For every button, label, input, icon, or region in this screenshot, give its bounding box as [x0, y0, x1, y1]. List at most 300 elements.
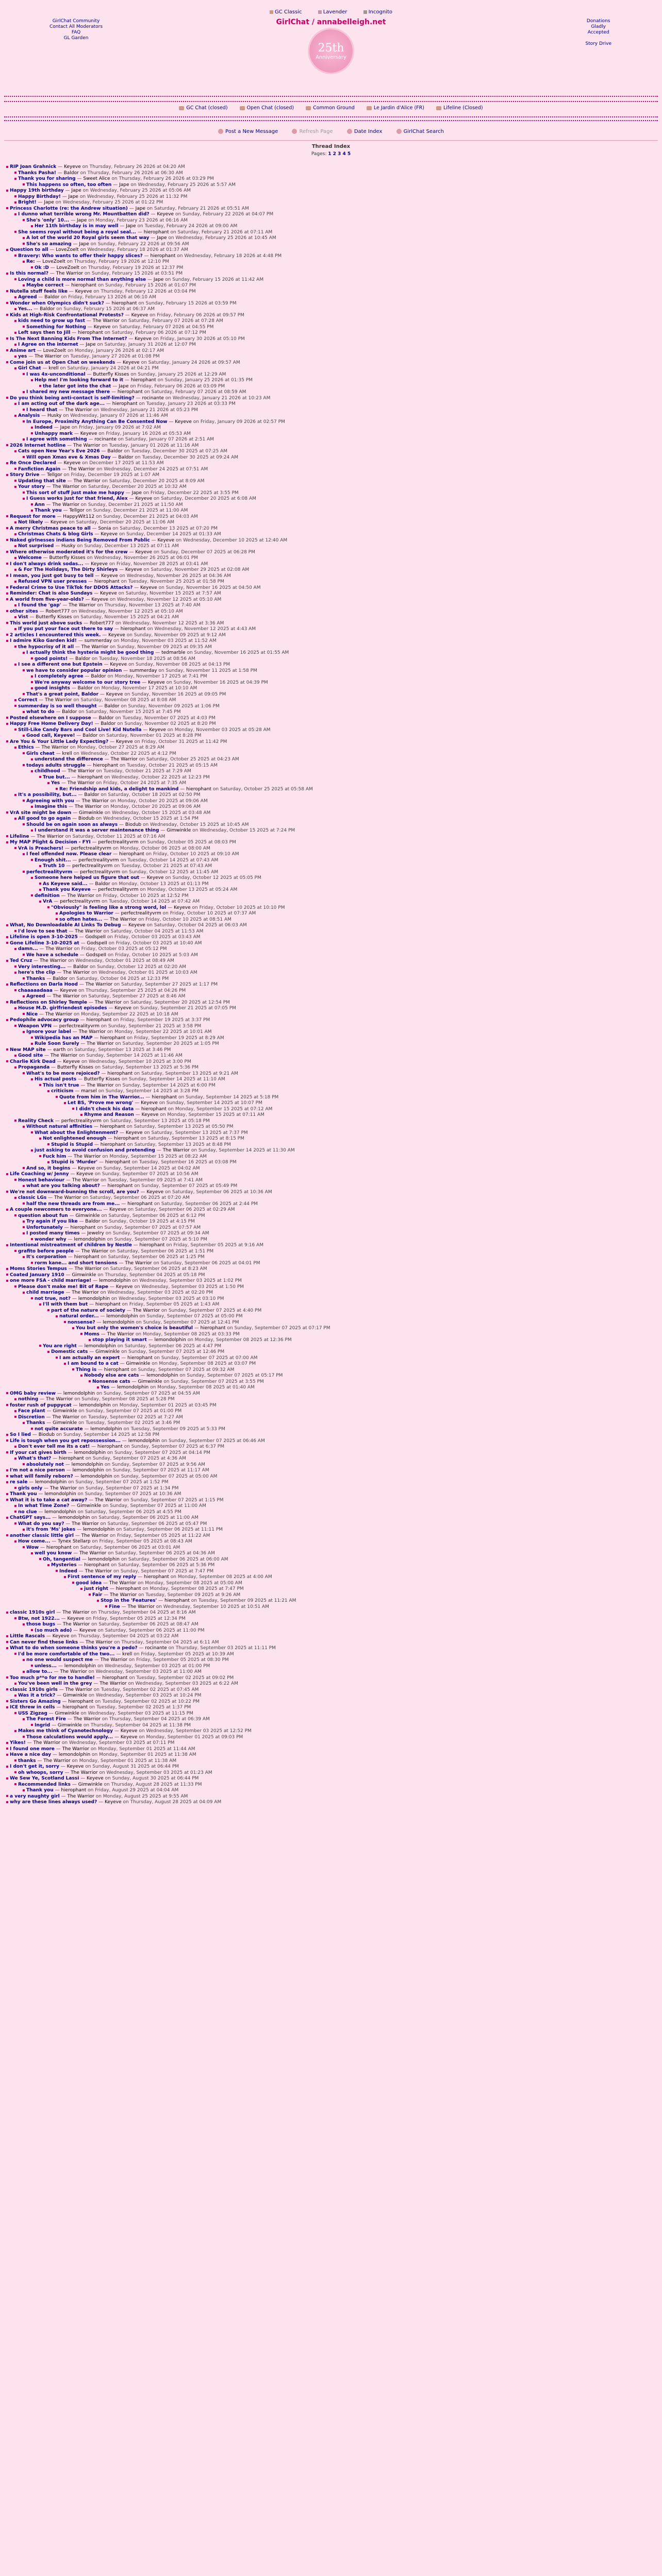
post-title-link[interactable]: here's the clip [18, 970, 56, 975]
post-title-link[interactable]: Fanfiction Again [18, 466, 61, 472]
post-title-link[interactable]: I dunno what terrible wrong Mr. Mountbatten did? [18, 212, 150, 217]
post-title-link[interactable]: What it is to take a cat away? [10, 1497, 88, 1503]
nav-date-index[interactable]: Date Index [347, 129, 383, 134]
post-title-link[interactable]: classic 1910s girl [10, 1610, 55, 1615]
post-title-link[interactable]: not quite accurate [35, 1426, 83, 1432]
chat-room-gc[interactable]: GC Chat (closed) [179, 105, 227, 111]
post-title-link[interactable]: the hypocrisy of it all [18, 644, 74, 650]
post-title-link[interactable]: Her 11th birthday is in may well [35, 224, 119, 229]
post-title-link[interactable]: Enough shit... [35, 857, 71, 863]
post-title-link[interactable]: wonder why [35, 1236, 67, 1242]
post-title-link[interactable]: Loving a child is more normal than anything else [18, 277, 146, 282]
post-title-link[interactable]: Nobody else are cats [84, 1373, 139, 1378]
theme-incognito[interactable]: Incognito [363, 9, 392, 15]
post-title-link[interactable]: Nutella stuff feels like [10, 289, 68, 294]
post-title-link[interactable]: What's to be more rejoiced? [26, 1071, 100, 1076]
post-title-link[interactable]: Thanks [26, 976, 45, 981]
post-title-link[interactable]: Good call, Keyeve! [26, 733, 75, 738]
post-title-link[interactable]: We're anyway welcome to our story tree [35, 680, 141, 685]
post-title-link[interactable]: allow to... [26, 1669, 53, 1674]
post-title-link[interactable]: Too much p**o for me to handle! [10, 1675, 95, 1681]
post-title-link[interactable]: I'd be more comfortable of the two... [18, 1651, 115, 1657]
post-title-link[interactable]: And so, it begins [26, 1165, 71, 1171]
post-title-link[interactable]: I understand it was a server maintenance thing [35, 828, 159, 833]
post-title-link[interactable]: why are these lines always used? [10, 1800, 97, 1805]
post-title-link[interactable]: Yes... [18, 307, 32, 312]
post-title-link[interactable]: Ingrid [35, 1722, 51, 1728]
post-title-link[interactable]: I completely agree [35, 674, 84, 679]
post-title-link[interactable]: I was 4x-unconditional [26, 371, 86, 377]
post-title-link[interactable]: Stupid is 'Murder' [51, 1160, 98, 1165]
post-title-link[interactable]: Ignore your label [26, 1029, 71, 1035]
story-drive-link[interactable]: Story Drive [585, 41, 611, 46]
post-title-link[interactable]: Unfortunately [26, 1225, 63, 1230]
post-title-link[interactable]: I admire Kiko Garden kid! [10, 638, 77, 643]
post-title-link[interactable]: Happy Free Home Delivery Day! [10, 721, 93, 726]
post-title-link[interactable]: What do you say? [18, 1521, 64, 1527]
post-title-link[interactable]: Your story [18, 484, 45, 489]
post-title-link[interactable]: I see a different one but Epstein [18, 662, 103, 667]
post-title-link[interactable]: I posted many times [26, 1231, 80, 1236]
post-title-link[interactable]: no clue [18, 1509, 37, 1515]
post-title-link[interactable]: Discretion [18, 1414, 45, 1420]
post-title-link[interactable]: foster rush of puppycat [10, 1402, 72, 1408]
post-title-link[interactable]: Someone here helped us figure that out [35, 875, 140, 880]
post-title-link[interactable]: just right [84, 1586, 108, 1591]
post-title-link[interactable]: yes [18, 354, 27, 359]
post-title-link[interactable]: Honest behaviour [18, 1177, 65, 1183]
post-title-link[interactable]: Fuck him [43, 1154, 67, 1159]
post-title-link[interactable]: Not enlightened enough [43, 1136, 107, 1141]
post-title-link[interactable]: classic 1910s girls [10, 1687, 58, 1692]
post-title-link[interactable]: Quote from him in The Warrior... [59, 1094, 144, 1100]
post-title-link[interactable]: Nonsense cats [92, 1379, 130, 1384]
post-title-link[interactable]: Indeed [35, 425, 53, 430]
post-title-link[interactable]: Not likely [18, 520, 43, 525]
post-title-link[interactable]: I heard that [26, 407, 58, 413]
post-title-link[interactable]: Very interesting... [18, 964, 66, 970]
page-links[interactable]: 1 2 3 4 5 [328, 151, 351, 157]
post-title-link[interactable]: Girl Chat [18, 366, 41, 371]
post-title-link[interactable]: Bravery: Who wants to offer their happy slices? [18, 253, 143, 259]
post-title-link[interactable]: A lot of the world 20 Royal girls seem that way [26, 235, 150, 241]
post-title-link[interactable]: Re: Friendship and kids, a delight to mankind [59, 786, 179, 792]
post-title-link[interactable]: How come... [18, 1539, 51, 1544]
post-title-link[interactable]: What to do when someone thinks you're a pedo? [10, 1646, 138, 1651]
post-title-link[interactable]: one more FSA - child marriage! [10, 1278, 92, 1283]
post-title-link[interactable]: Pedophile advocacy group [10, 1018, 79, 1023]
post-title-link[interactable]: definition [35, 893, 60, 899]
post-title-link[interactable]: Still-Like Candy Bars and Cool Live! Kid Nutella [18, 727, 142, 733]
post-title-link[interactable]: Recommended links [18, 1782, 71, 1787]
post-title-link[interactable]: I actually think the hysteria might be good thing [26, 650, 154, 655]
post-title-link[interactable]: My MAP Plight & Decision - FYI [10, 840, 91, 845]
post-title-link[interactable]: Propaganda [18, 1065, 50, 1070]
post-title-link[interactable]: If you put your face out there to say [18, 626, 113, 632]
post-title-link[interactable]: Re: [26, 259, 35, 264]
post-title-link[interactable]: I'm not a nice person [10, 1468, 65, 1473]
post-title-link[interactable]: Reflections on Darla Hood [10, 982, 78, 987]
post-title-link[interactable]: another classic little girl [10, 1533, 74, 1538]
post-title-link[interactable]: Rhyme and Reason [84, 1112, 134, 1117]
post-title-link[interactable]: I'd love to see that [18, 928, 68, 934]
post-title-link[interactable]: Ok :D [35, 265, 49, 270]
post-title-link[interactable]: Unhappy mark [35, 431, 73, 436]
post-title-link[interactable]: Reminder: Chat is also Sundays [10, 591, 93, 596]
post-title-link[interactable]: That's a great point, Baldor [26, 691, 98, 697]
community-link[interactable]: GirlChat Community [52, 19, 100, 24]
post-title-link[interactable]: Naked girlnesses indians Being Removed From Public [10, 537, 150, 543]
post-title-link[interactable]: RIP Joan Grahnick [10, 164, 57, 170]
post-title-link[interactable]: I am actually an expert [59, 1355, 120, 1361]
post-title-link[interactable]: So I lied [10, 1432, 31, 1437]
post-title-link[interactable]: Correct [18, 698, 38, 703]
nav-post-new[interactable]: Post a New Message [218, 129, 278, 134]
post-title-link[interactable]: child marriage [26, 1290, 64, 1295]
post-title-link[interactable]: I am acting out of the dark age... [18, 401, 105, 406]
post-title-link[interactable]: Kids at High-Risk Confrontational Protests? [10, 312, 124, 318]
post-title-link[interactable]: Thank you [10, 1492, 37, 1497]
post-title-link[interactable]: The Forest Fire [26, 1717, 66, 1722]
chat-room-lifeline[interactable]: Lifeline (Closed) [436, 105, 483, 111]
post-title-link[interactable]: Wow [26, 1545, 39, 1550]
post-title-link[interactable]: In Europe, Proximity Anything Can Be Consented Now [26, 419, 168, 425]
post-title-link[interactable]: Truth 10 [43, 863, 65, 869]
theme-classic[interactable]: GC Classic [270, 9, 302, 15]
post-title-link[interactable]: Thank you [26, 1788, 54, 1793]
post-title-link[interactable]: Don't ever tell me its a cat! [18, 1444, 90, 1449]
post-title-link[interactable]: Makes me think of Cyanotechnology [18, 1728, 113, 1734]
post-title-link[interactable]: I don't always drink sodas... [10, 561, 84, 567]
post-title-link[interactable]: Agreed [26, 994, 45, 999]
post-title-link[interactable]: VrA site might be down [10, 810, 72, 816]
post-title-link[interactable]: Lifeline [10, 834, 29, 839]
post-title-link[interactable]: This world just above sucks [10, 620, 82, 626]
post-title-link[interactable]: Mysteries [51, 1563, 77, 1568]
post-title-link[interactable]: Princess Charlotte (re: the Andrew situation) [10, 206, 128, 211]
post-title-link[interactable]: Without natural affinities [26, 1124, 93, 1129]
post-title-link[interactable]: Weapon VPN [18, 1023, 52, 1029]
post-title-link[interactable]: It's a possibility, but... [18, 792, 77, 798]
nav-refresh[interactable]: Refresh Page [292, 129, 333, 134]
post-title-link[interactable]: Lifeline is open 3-10-2025 [10, 935, 78, 940]
post-title-link[interactable]: Is this normal? [10, 271, 48, 276]
post-title-link[interactable]: I agree with something [26, 437, 87, 442]
post-title-link[interactable]: unless... [35, 1663, 57, 1669]
post-title-link[interactable]: good insights [35, 686, 70, 691]
post-title-link[interactable]: Ted Cruz [10, 958, 32, 963]
post-title-link[interactable]: "Obviously" is feeling like a strong word, lol [51, 905, 167, 910]
post-title-link[interactable]: Yes [51, 781, 60, 786]
post-title-link[interactable]: (so much ado) [35, 1628, 72, 1633]
post-title-link[interactable]: Ann [35, 502, 45, 507]
post-title-link[interactable]: good points! [35, 656, 68, 662]
post-title-link[interactable]: Thank you Keyeve [43, 887, 91, 892]
post-title-link[interactable]: Life is tough when you get repossession... [10, 1438, 121, 1444]
post-title-link[interactable]: girls only [18, 1485, 43, 1491]
post-title-link[interactable]: so often hates... [59, 917, 103, 922]
post-title-link[interactable]: Agreed [18, 295, 37, 300]
post-title-link[interactable]: Are You & Your Little Lady Expecting? [10, 739, 109, 744]
post-title-link[interactable]: I shared my new message there [26, 389, 110, 395]
post-title-link[interactable]: Sisters Go Amazing [10, 1699, 61, 1704]
donations-link[interactable]: Donations [586, 19, 610, 24]
post-title-link[interactable]: I didn't check his data [76, 1106, 134, 1112]
post-title-link[interactable]: Question to all [10, 247, 48, 252]
post-title-link[interactable]: She's so amazing [26, 241, 72, 247]
bullet-icon [6, 1635, 8, 1637]
post-title-link[interactable]: the later got into the chat [43, 383, 111, 389]
post-title-link[interactable]: Good site [18, 1053, 43, 1058]
post-title-link[interactable]: Something for Nothing [26, 324, 86, 330]
post-title-link[interactable]: This isn't true [43, 1082, 79, 1088]
post-title-link[interactable]: Cats open New Year's Eve 2026 [18, 449, 100, 454]
post-title-link[interactable]: If your cat gives birth [10, 1450, 67, 1455]
post-title-link[interactable]: Left says then to Jill [18, 330, 71, 335]
post-title-link[interactable]: What's that? [18, 1456, 52, 1461]
post-title-link[interactable]: childhood [35, 769, 60, 774]
post-title-link[interactable]: ICE threw in cells [10, 1705, 55, 1710]
post-title-link[interactable]: it's from 'Ms' jokes [26, 1527, 76, 1532]
faq-link[interactable]: FAQ [71, 30, 81, 35]
post-title-link[interactable]: Can never find these links [10, 1639, 78, 1645]
post-title-link[interactable]: His actual posts [35, 1077, 77, 1082]
post-title-link[interactable]: A merry Christmas peace to all [10, 526, 91, 531]
post-title-link[interactable]: Apologies to Warrior [59, 911, 113, 916]
post-title-link[interactable]: 2026 Internet hotline [10, 443, 66, 448]
post-title-link[interactable]: Ethics [18, 745, 34, 750]
post-title-link[interactable]: Analysis [18, 413, 40, 418]
post-title-link[interactable]: Moms [84, 1331, 100, 1337]
post-title-link[interactable]: I don't get it, sorry [10, 1764, 59, 1769]
post-title-link[interactable]: damn... [18, 946, 38, 952]
post-title-link[interactable]: Federal Crime to Use TikTok for DDOS Attacks? [10, 585, 133, 590]
post-title-link[interactable]: VrA is Preachers! [18, 845, 64, 851]
post-title-link[interactable]: thanks [18, 1758, 36, 1764]
post-title-link[interactable]: Updating that site [18, 478, 66, 484]
donations-link-2[interactable]: Gladly [591, 24, 606, 29]
post-title-link[interactable]: Come join us at Open Chat on weekends [10, 360, 115, 365]
post-title-link[interactable]: Maybe correct [26, 283, 64, 288]
contact-moderators-link[interactable]: Contact All Moderators [49, 24, 103, 29]
post-title-link[interactable]: VrA [43, 899, 53, 904]
post-title-link[interactable]: Have a nice day [10, 1752, 52, 1757]
post-title-link[interactable]: Little Rascals [10, 1634, 45, 1639]
post-title-link[interactable]: Bright! [18, 200, 37, 205]
post-title-link[interactable]: A couple newcomers to everyone... [10, 1207, 102, 1212]
post-title-link[interactable]: Stupid is Stupid [51, 1142, 93, 1147]
post-title-link[interactable]: You are right [43, 1343, 77, 1349]
post-title-link[interactable]: what to do [26, 709, 55, 715]
post-title-link[interactable]: Indeed [59, 1568, 77, 1574]
post-title-link[interactable]: no one would suspect me [26, 1657, 93, 1663]
post-title-link[interactable]: Domestic cats [51, 1349, 88, 1354]
post-title-link[interactable]: Refused VPN user presses [18, 579, 87, 584]
post-title-link[interactable]: what will family reborn? [10, 1473, 73, 1479]
post-title-link[interactable]: kids need to grow up fast [18, 318, 85, 324]
post-title-link[interactable]: House M.D. girlfriendest episodes [18, 1006, 107, 1011]
post-title-link[interactable]: Do you think being anti-contact is self-limiting? [10, 395, 135, 401]
post-title-link[interactable]: In what Time Zone? [18, 1503, 70, 1509]
post-title-link[interactable]: what are you talking about? [26, 1183, 100, 1189]
post-title-link[interactable]: Reality Check [18, 1118, 54, 1124]
post-title-link[interactable]: True but... [43, 774, 70, 780]
post-title-link[interactable]: we have to consider popular opinion [26, 668, 122, 673]
post-title-link[interactable]: Oh, tangential [43, 1556, 80, 1562]
post-title-link[interactable]: Should be on again soon as always [26, 822, 118, 827]
post-title-link[interactable]: This happens so often, too often [26, 182, 112, 188]
post-title-link[interactable]: We have a schedule [26, 952, 78, 958]
post-title-link[interactable]: Welcome [18, 555, 42, 561]
post-title-link[interactable]: You but only the women's choice is beautiful [76, 1326, 193, 1331]
post-title-link[interactable]: Reflections on Shirley Temple [10, 999, 87, 1005]
post-title-link[interactable]: natural order... [59, 1314, 99, 1319]
post-title-link[interactable]: rorm kane... and short tensions [35, 1260, 118, 1266]
post-title-link[interactable]: What about the Enlightenment? [35, 1130, 119, 1136]
chat-room-open[interactable]: Open Chat (closed) [240, 105, 294, 111]
post-title-link[interactable]: Charlie Kirk Dead [10, 1059, 56, 1064]
post-title-link[interactable]: Stop in the 'Features' [101, 1598, 157, 1603]
post-title-link[interactable]: She's 'only' 10... [26, 217, 70, 223]
post-title-link[interactable]: Moms Stories Tempus [10, 1266, 67, 1272]
post-title-link[interactable]: OMG baby review [10, 1391, 56, 1396]
post-title-link[interactable]: Not surprised [18, 544, 54, 549]
post-title-link[interactable]: chaaaaadaaa [18, 988, 53, 993]
post-title-link[interactable]: We're not downward-bunning the scroll, are you? [10, 1189, 139, 1195]
post-title-link[interactable]: Fine [109, 1604, 120, 1609]
post-title-link[interactable]: I Agree on the internet [18, 342, 78, 347]
gl-garden-link[interactable]: GL Garden [63, 36, 89, 41]
post-title-link[interactable]: We Sew Ye, Scotland Lassi [10, 1776, 79, 1781]
post-title-link[interactable]: Agreeing with you [26, 798, 74, 804]
post-title-link[interactable]: As Keyeve said... [43, 881, 88, 887]
post-title-link[interactable]: Btw, not 1922... [18, 1616, 60, 1621]
post-title-link[interactable]: I'll with them but [43, 1302, 88, 1307]
post-title-link[interactable]: other sites [10, 608, 38, 614]
chat-room-jardin[interactable]: Le Jardin d'Alice (FR) [367, 105, 424, 111]
post-title-link[interactable]: just asking to avoid confusion and pretending [35, 1148, 155, 1153]
post-title-link[interactable]: a very naughty girl [10, 1793, 60, 1799]
post-title-link[interactable]: Will open Xmas eve & Xmas Day [26, 454, 111, 460]
post-title-link[interactable]: Thank you for sharing [18, 176, 76, 181]
post-title-link[interactable]: I mean, you just got busy to tell [10, 573, 94, 579]
post-title-link[interactable]: re sale [10, 1480, 28, 1485]
post-title-link[interactable]: Nice [26, 1011, 38, 1017]
post-title-link[interactable]: Coated January 1910 [10, 1272, 64, 1278]
post-title-link[interactable]: Request for more [10, 514, 56, 519]
post-title-link[interactable]: Yes [101, 1385, 110, 1390]
post-title-link[interactable]: Anime art [10, 348, 36, 353]
post-title-link[interactable]: understand the difference [35, 757, 103, 762]
theme-lavender[interactable]: Lavender [318, 9, 347, 15]
post-title-link[interactable]: Wikipedia has an MAP [35, 1035, 93, 1041]
post-title-link[interactable]: It's corporation [26, 1255, 67, 1260]
post-title-link[interactable]: Happy 19th birthday [10, 188, 64, 193]
post-title-link[interactable]: Thing is [76, 1367, 97, 1372]
post-title-link[interactable]: I found one more [10, 1746, 55, 1752]
post-title-link[interactable]: good idea [76, 1580, 102, 1586]
chat-room-common[interactable]: Common Ground [306, 105, 355, 111]
post-title-link[interactable]: Posted elsewhere on I suppose [10, 715, 91, 721]
post-title-link[interactable]: 2 articles I encountered this week. [10, 632, 101, 638]
post-title-link[interactable]: New MAP site [10, 1047, 46, 1053]
post-title-link[interactable]: nonsense? [68, 1319, 95, 1325]
post-title-link[interactable]: Was it a trick? [18, 1693, 56, 1698]
post-title-link[interactable]: Happy Birthday! [18, 194, 61, 199]
post-title-link[interactable]: Gone Lifeline 3-10-2025 at [10, 940, 79, 946]
post-title-link[interactable]: ChatGPT says... [10, 1515, 51, 1520]
donations-link-3[interactable]: Accepted [587, 30, 609, 35]
post-title-link[interactable]: not true, not? [35, 1296, 71, 1301]
post-title-link[interactable]: This sort of stuff just make me happy [26, 490, 124, 496]
post-title-link[interactable]: stop playing it smart [92, 1337, 147, 1343]
post-title-link[interactable]: & For The Holidays, The Dirty Shirleys [18, 567, 118, 572]
post-title-link[interactable]: Help me! I'm looking forward to it [35, 378, 124, 383]
post-title-link[interactable]: Wonder when Olympics didn't suck? [10, 300, 104, 306]
nav-search[interactable]: GirlChat Search [396, 129, 444, 134]
post-title-link[interactable]: Face plant [18, 1409, 45, 1414]
post-title-link[interactable]: All good to go again [18, 816, 71, 821]
post-date: on Wednesday, September 03 2025 at 11:15 PM [79, 1710, 193, 1716]
post-title-link[interactable]: I am bound to a cat [68, 1361, 119, 1366]
post-title-link[interactable]: USS Zigzag [18, 1710, 47, 1716]
post-title-link[interactable]: First sentence of my reply [68, 1574, 137, 1580]
post-title-link[interactable]: grafito before people [18, 1248, 74, 1254]
post-title-link[interactable]: part of the nature of society [51, 1308, 125, 1313]
post-title-link[interactable]: A world from five-year-olds? [10, 597, 84, 602]
post-title-link[interactable]: Try again if you like [26, 1219, 78, 1224]
post-title-link[interactable]: Is The Next Banning Kids From The Internet? [10, 336, 127, 342]
post-title-link[interactable]: Fair [92, 1592, 103, 1598]
post-title-link[interactable]: Let BS, 'Prove me wrong' [68, 1100, 134, 1106]
post-title-link[interactable]: Thanks Pasha! [18, 170, 56, 176]
post-title-link[interactable]: Imagine this [35, 804, 68, 809]
post-title-link[interactable]: question about fun [18, 1213, 68, 1218]
post-title-link[interactable]: Thanks [26, 1420, 45, 1426]
post-title-link[interactable]: Where otherwise moderated it's for the crew [10, 549, 128, 555]
post-title-link[interactable]: well you know [35, 1551, 72, 1556]
post-title-link[interactable]: Thank you [35, 508, 62, 513]
post-title-link[interactable]: I Guess works just for that friend, Alex [26, 496, 128, 501]
post-title-link[interactable]: Yikes! [10, 1740, 26, 1745]
post-title-link[interactable]: Rule Soon Surely [35, 1041, 79, 1046]
post-title-link[interactable]: Intentional mistreatment of children by Nestle [10, 1243, 132, 1248]
post-title-link[interactable]: absolutely not [26, 1462, 64, 1467]
post-title-link[interactable]: Please don't make me! Bit of Rape [18, 1284, 108, 1290]
post-title-link[interactable]: Life Coaching w/ Jenny [10, 1172, 69, 1177]
post-title-link[interactable]: Re Once Declared [10, 461, 56, 466]
post-title-link[interactable]: half the new threads are from me... [26, 1201, 120, 1207]
post-title-link[interactable]: Christmas Chats & blog Girls [18, 532, 93, 537]
post-title-link[interactable]: classic LGs [18, 1195, 47, 1200]
post-title-link[interactable]: I feel offended now. Please clear [26, 852, 112, 857]
post-title-link[interactable]: You've been well in the grey [18, 1681, 92, 1686]
post-title-link[interactable]: criticism [51, 1089, 74, 1094]
post-title-link[interactable]: nothing [18, 1397, 39, 1402]
post-title-link[interactable]: Girls cheat [26, 751, 55, 756]
post-title-link[interactable]: those bugs [26, 1622, 56, 1627]
post-title-link[interactable]: I found the 'gap' [18, 603, 61, 608]
post-title-link[interactable]: She seems royal without being a royal seal... [18, 229, 136, 235]
post-title-link[interactable]: perfectrealityvrm [26, 869, 73, 875]
post-title-link[interactable]: Vist [18, 615, 28, 620]
post-title-link[interactable]: summerday is so well thought [18, 703, 97, 709]
post-title-link[interactable]: What, No Downloadable AI Links To Debug [10, 923, 121, 928]
post-title-link[interactable]: oh whoops, sorry [18, 1770, 63, 1775]
post-title-link[interactable]: Those calculations would apply... [26, 1734, 113, 1740]
post-title-link[interactable]: todays adults struggle [26, 762, 86, 768]
post-title-link[interactable]: Story Drive [10, 472, 40, 478]
